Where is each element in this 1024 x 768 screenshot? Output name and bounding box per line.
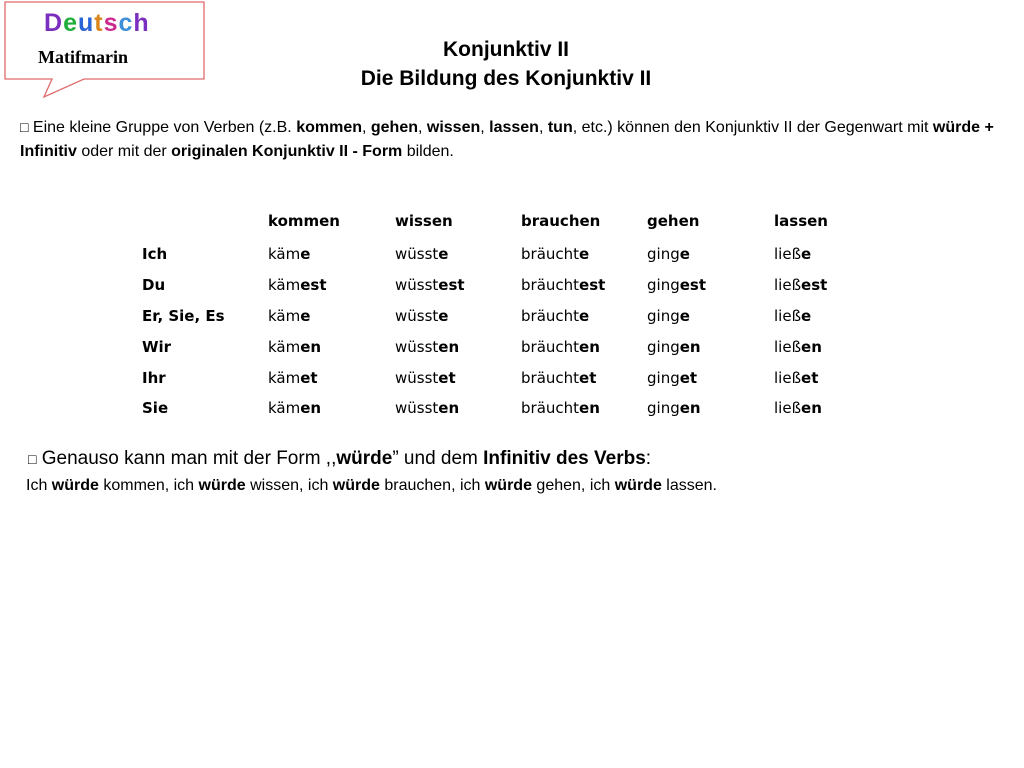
verb-ending: est: [579, 276, 606, 295]
verb-stem: ging: [647, 245, 680, 264]
table-header-cell: kommen: [268, 211, 340, 230]
verb-form-cell: [521, 362, 647, 393]
verb-form-cell: [774, 270, 854, 301]
checkbox-bullet-icon: □: [28, 451, 37, 467]
verb-form-cell: [774, 331, 854, 362]
logo-letter: u: [77, 9, 95, 37]
verb-stem: bräucht: [521, 337, 580, 356]
table-row: [142, 239, 854, 270]
verb-stem: bräucht: [521, 368, 580, 387]
verb-stem: ging: [647, 337, 680, 356]
verb-form-cell: [395, 393, 521, 424]
emphasis-text: würde: [484, 477, 532, 494]
verb-stem: ließ: [774, 245, 802, 264]
emphasis-text: gehen: [370, 119, 418, 136]
verb-form-cell: [395, 362, 521, 393]
verb-ending: e: [300, 306, 311, 325]
verb-ending: et: [801, 368, 819, 387]
pronoun-cell: Wir: [142, 337, 172, 356]
pronoun-cell: Er, Sie, Es: [142, 306, 225, 325]
verb-stem: käm: [268, 368, 301, 387]
checkbox-bullet-icon: □: [20, 119, 29, 135]
table-header-cell: lassen: [774, 211, 828, 230]
table-row: [142, 331, 854, 362]
logo-letter: D: [44, 9, 64, 37]
verb-form-cell: [268, 331, 395, 362]
logo-letter: e: [63, 9, 78, 37]
verb-form-cell: [774, 301, 854, 332]
verb-ending: est: [679, 276, 706, 295]
text-run: wissen, ich: [245, 477, 333, 494]
verb-form-cell: [521, 393, 647, 424]
verb-ending: en: [438, 337, 460, 356]
verb-ending: en: [679, 399, 701, 418]
verb-ending: e: [801, 245, 812, 264]
logo-letter: c: [118, 9, 134, 37]
intro-text: [20, 119, 994, 160]
verb-stem: ging: [647, 276, 680, 295]
verb-form-cell: [395, 270, 521, 301]
verb-stem: ließ: [774, 306, 802, 325]
verb-form-cell: [774, 239, 854, 270]
text-run: Eine kleine Gruppe von Verben (z.B.: [28, 119, 297, 136]
conjugation-table: [142, 202, 854, 424]
verb-form-cell: [521, 331, 647, 362]
verb-ending: e: [438, 306, 449, 325]
verb-form-cell: [521, 239, 647, 270]
emphasis-text: tun: [547, 119, 573, 136]
examples-text: [26, 477, 717, 494]
text-run: brauchen, ich: [379, 477, 485, 494]
emphasis-text: wissen: [426, 119, 481, 136]
verb-form-cell: [395, 331, 521, 362]
verb-form-cell: [647, 239, 774, 270]
emphasis-text: würde: [198, 477, 246, 494]
verb-form-cell: [521, 301, 647, 332]
verb-form-cell: [774, 362, 854, 393]
verb-stem: wüsst: [395, 276, 439, 295]
verb-ending: est: [801, 276, 828, 295]
text-run: kommen, ich: [98, 477, 199, 494]
verb-ending: e: [300, 245, 311, 264]
table-body: [142, 239, 854, 424]
verb-ending: e: [801, 306, 812, 325]
logo-letter: h: [133, 9, 150, 37]
verb-ending: et: [438, 368, 456, 387]
note-text: [36, 448, 651, 469]
page-subtitle: Die Bildung des Konjunktiv II: [360, 67, 652, 90]
verb-form-cell: [647, 270, 774, 301]
text-run: ,: [480, 119, 490, 136]
table-row: [142, 393, 854, 424]
verb-form-cell: [647, 301, 774, 332]
verb-ending: est: [438, 276, 465, 295]
verb-stem: ging: [647, 368, 680, 387]
verb-stem: wüsst: [395, 399, 439, 418]
table-header-cell: gehen: [647, 211, 700, 230]
logo-letter: t: [94, 9, 104, 37]
table-corner-cell: [142, 202, 268, 239]
verb-form-cell: [774, 393, 854, 424]
verb-ending: en: [801, 399, 822, 418]
verb-stem: wüsst: [395, 306, 439, 325]
verb-form-cell: [647, 331, 774, 362]
verb-ending: en: [679, 337, 701, 356]
verb-ending: en: [300, 399, 322, 418]
emphasis-text: würde: [51, 477, 99, 494]
verb-form-cell: [521, 270, 647, 301]
text-run: :: [645, 448, 652, 469]
emphasis-text: würde: [614, 477, 662, 494]
verb-ending: en: [801, 337, 822, 356]
verb-stem: bräucht: [521, 399, 580, 418]
verb-ending: et: [579, 368, 597, 387]
verb-form-cell: [268, 239, 395, 270]
logo-subtitle: Matifmarin: [38, 47, 128, 67]
note-paragraph: [28, 446, 1018, 472]
verb-stem: bräucht: [521, 245, 580, 264]
table-row: [142, 301, 854, 332]
text-run: ,: [418, 119, 427, 136]
table-header-row: [142, 202, 854, 239]
verb-form-cell: [268, 393, 395, 424]
emphasis-text: Infinitiv des Verbs: [483, 448, 646, 469]
text-run: lassen.: [661, 477, 717, 494]
verb-stem: ließ: [774, 276, 802, 295]
verb-stem: wüsst: [395, 368, 439, 387]
verb-stem: käm: [268, 399, 301, 418]
emphasis-text: kommen: [296, 119, 362, 136]
pronoun-cell: Ich: [142, 245, 168, 264]
emphasis-text: würde + Infinitiv: [20, 119, 994, 160]
verb-ending: et: [679, 368, 698, 387]
page-title: Konjunktiv II: [443, 38, 569, 61]
emphasis-text: originalen Konjunktiv II - Form: [171, 143, 403, 160]
emphasis-text: lassen: [489, 119, 539, 136]
intro-paragraph: [20, 115, 1010, 164]
verb-form-cell: [395, 239, 521, 270]
text-run: ,: [538, 119, 548, 136]
verb-ending: e: [679, 306, 690, 325]
text-run: ” und dem: [392, 448, 484, 469]
verb-ending: et: [300, 368, 318, 387]
verb-stem: ging: [647, 399, 680, 418]
emphasis-text: würde: [332, 477, 380, 494]
logo-letter: s: [103, 9, 119, 37]
verb-stem: käm: [268, 337, 301, 356]
verb-stem: wüsst: [395, 245, 439, 264]
text-run: ,: [361, 119, 371, 136]
verb-ending: en: [438, 399, 460, 418]
verb-stem: käm: [268, 245, 301, 264]
verb-ending: e: [679, 245, 690, 264]
text-run: Genauso kann man mit der Form ,,: [36, 448, 337, 469]
text-run: , etc.) können den Konjunktiv II der Gegenwart mit: [572, 119, 933, 136]
emphasis-text: würde: [336, 448, 393, 469]
verb-form-cell: [268, 301, 395, 332]
verb-stem: käm: [268, 276, 301, 295]
pronoun-cell: Du: [142, 276, 166, 295]
verb-stem: ließ: [774, 399, 802, 418]
verb-stem: ließ: [774, 368, 802, 387]
verb-form-cell: [395, 301, 521, 332]
text-run: Ich: [26, 477, 52, 494]
verb-stem: ließ: [774, 337, 802, 356]
pronoun-cell: Sie: [142, 399, 169, 418]
table-header-cell: wissen: [395, 211, 453, 230]
verb-form-cell: [268, 270, 395, 301]
text-run: bilden.: [402, 143, 454, 160]
verb-stem: bräucht: [521, 276, 580, 295]
logo-word: [44, 9, 150, 38]
table-header-cell: brauchen: [521, 211, 601, 230]
table-row: [142, 270, 854, 301]
verb-ending: est: [300, 276, 327, 295]
verb-stem: ging: [647, 306, 680, 325]
table-row: [142, 362, 854, 393]
verb-ending: en: [579, 337, 600, 356]
verb-ending: e: [579, 306, 590, 325]
pronoun-cell: Ihr: [142, 368, 166, 387]
verb-stem: käm: [268, 306, 301, 325]
examples-paragraph: [26, 474, 1016, 498]
verb-form-cell: [647, 393, 774, 424]
verb-ending: e: [438, 245, 449, 264]
verb-stem: wüsst: [395, 337, 439, 356]
verb-ending: en: [300, 337, 322, 356]
verb-ending: e: [579, 245, 590, 264]
verb-form-cell: [647, 362, 774, 393]
verb-form-cell: [268, 362, 395, 393]
verb-ending: en: [579, 399, 600, 418]
text-run: oder mit der: [76, 143, 172, 160]
text-run: gehen, ich: [531, 477, 615, 494]
verb-stem: bräucht: [521, 306, 580, 325]
